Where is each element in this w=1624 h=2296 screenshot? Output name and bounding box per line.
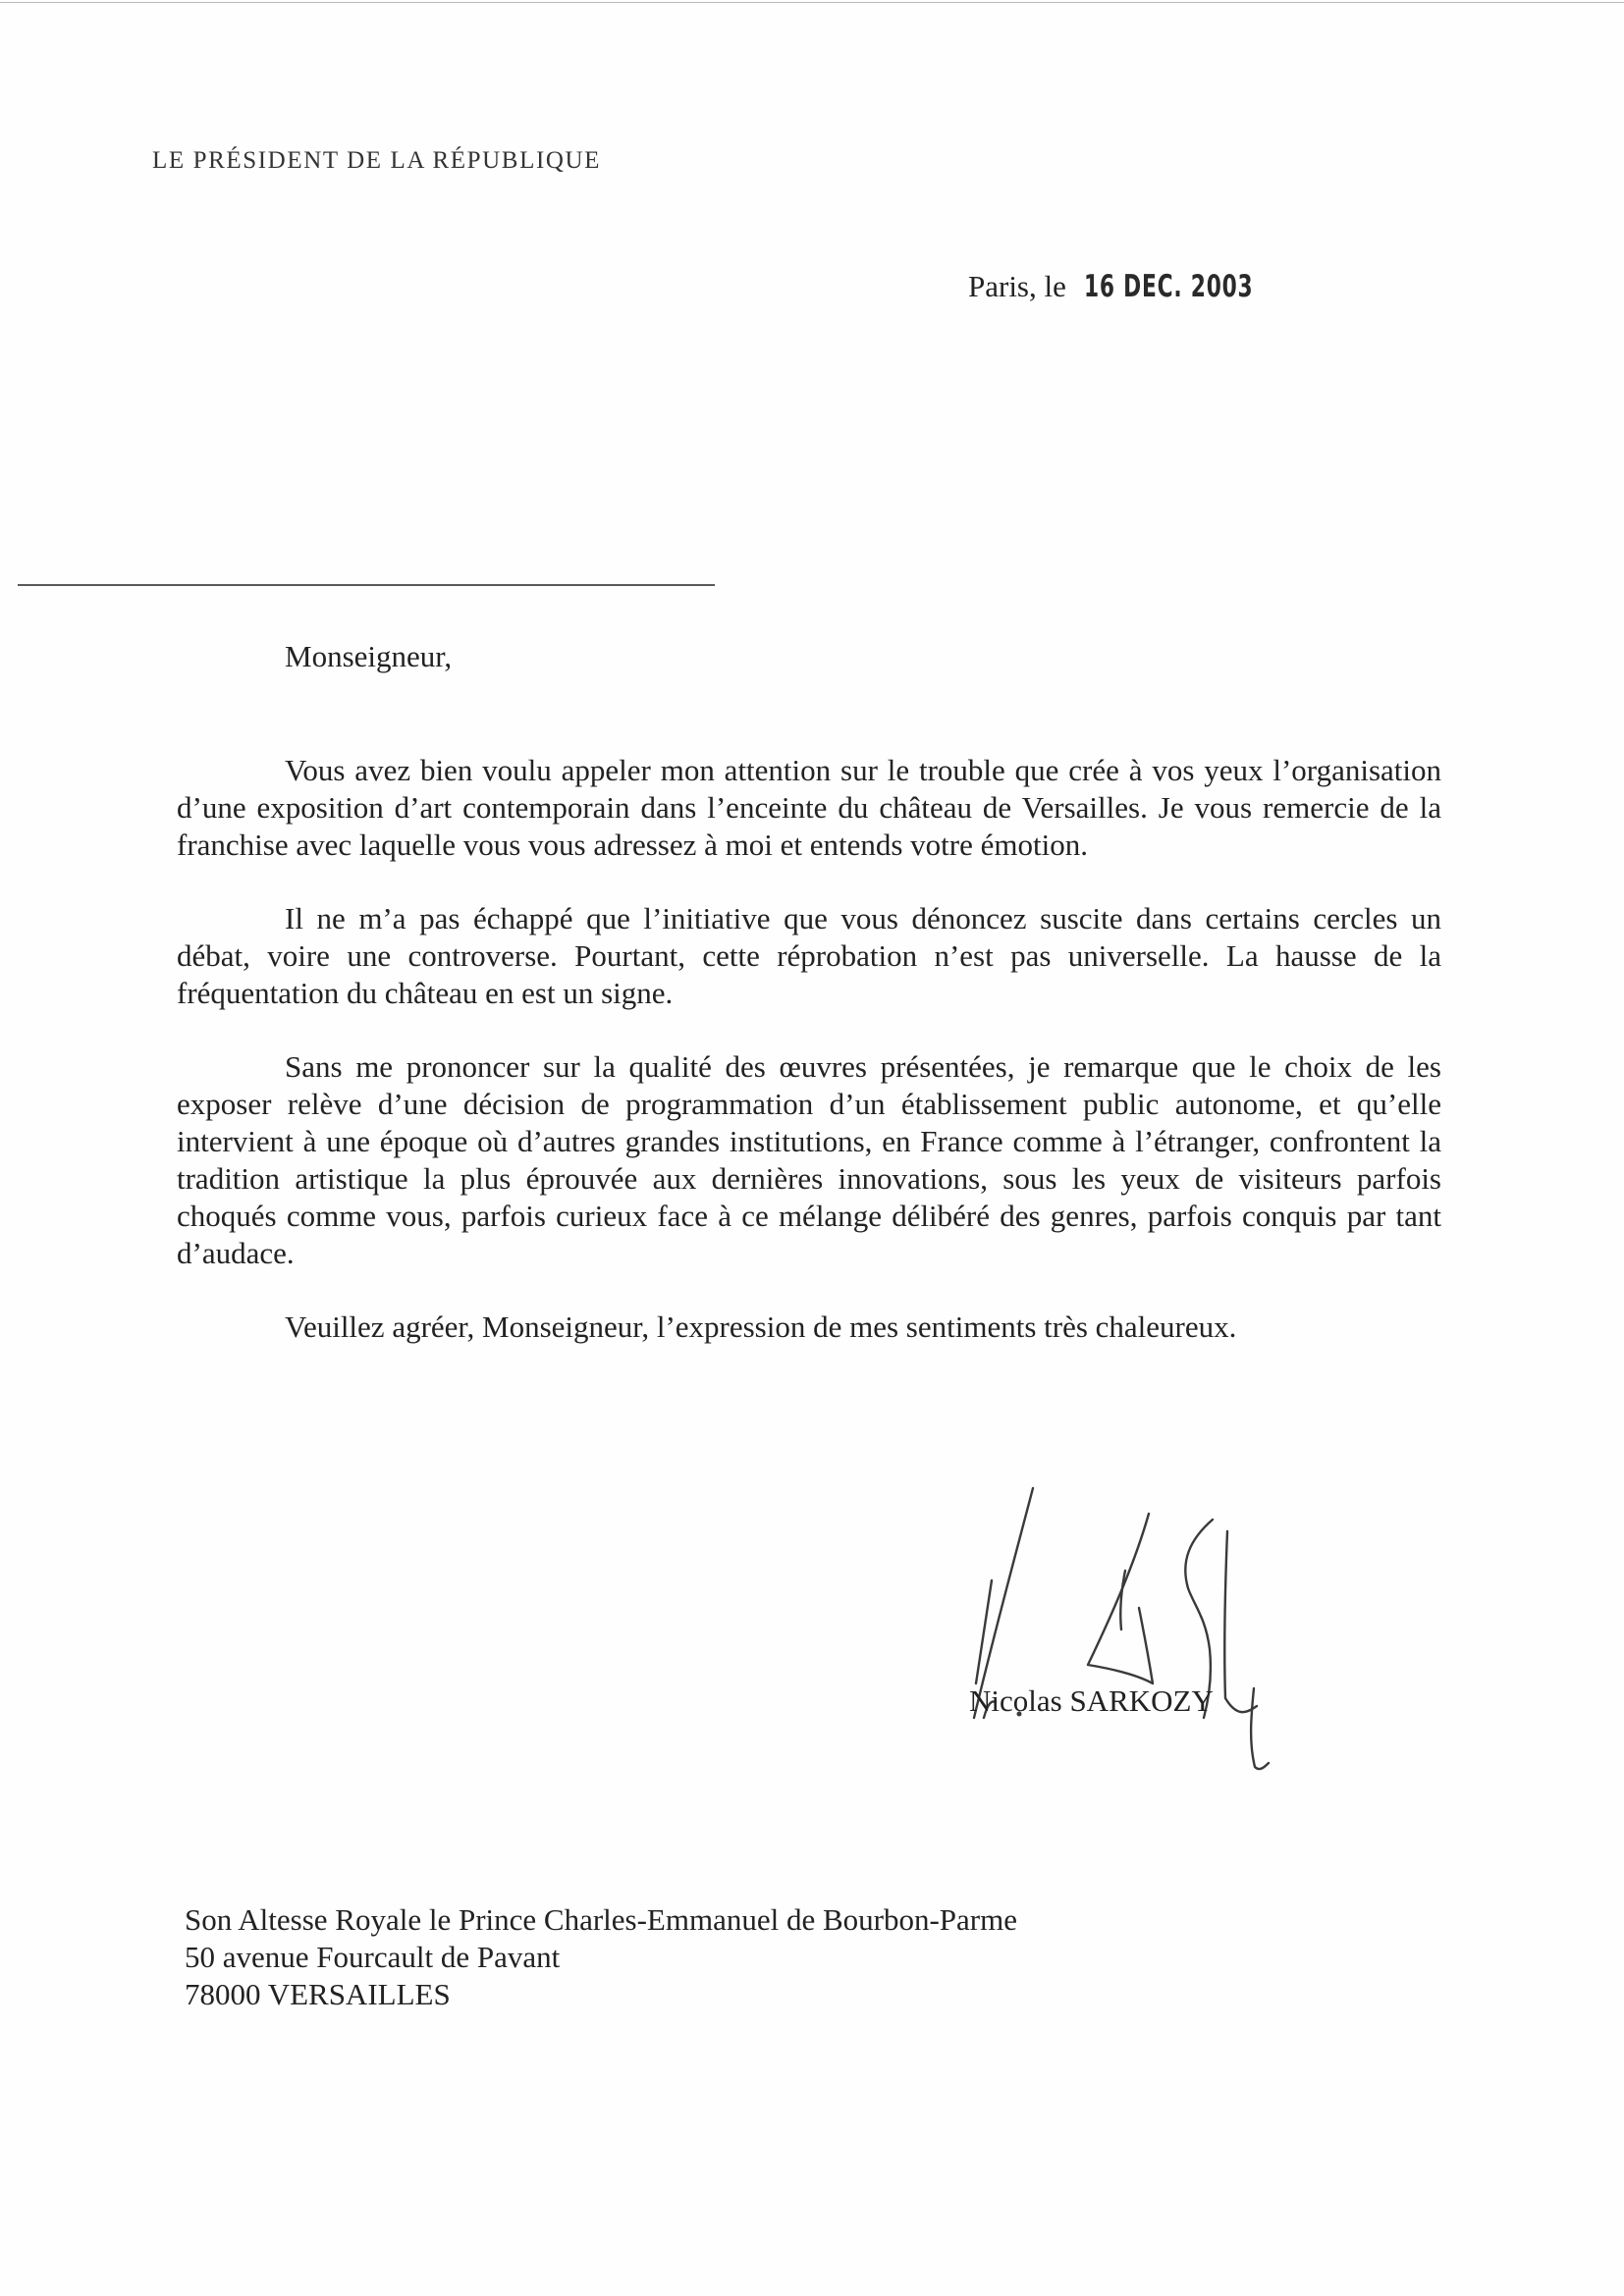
handwritten-signature bbox=[962, 1472, 1296, 1777]
salutation: Monseigneur, bbox=[285, 639, 453, 673]
date-place: Paris, le bbox=[968, 269, 1066, 303]
top-scan-edge bbox=[0, 2, 1624, 3]
recipient-line-2: 50 avenue Fourcault de Pavant bbox=[185, 1940, 561, 1974]
date-line bbox=[968, 269, 1301, 304]
closing-formula: Veuillez agréer, Monseigneur, l’expression de mes sentiments très chaleureux. bbox=[285, 1309, 1237, 1344]
letterhead: LE PRÉSIDENT DE LA RÉPUBLIQUE bbox=[152, 147, 602, 174]
signer-name: Nicolas SARKOZY bbox=[969, 1683, 1214, 1718]
recipient-line-3: 78000 VERSAILLES bbox=[185, 1977, 451, 2011]
recipient-line-1: Son Altesse Royale le Prince Charles-Emmanuel de Bourbon-Parme bbox=[185, 1902, 1018, 1937]
paragraph-1: Vous avez bien voulu appeler mon attention sur le trouble que crée à vos yeux l’organisation d’une exposition d’art contemporain dans l’enceinte du château de Versailles. Je vous remercie de la franchise avec laquelle vous vous adressez à moi et entends votre émotion. bbox=[177, 753, 1441, 862]
recipient-address bbox=[185, 1901, 1017, 2013]
date-stamp: 16 DEC. 2003 bbox=[1083, 269, 1254, 304]
letter-body bbox=[177, 752, 1441, 1382]
separator-line bbox=[18, 584, 715, 586]
paragraph-2: Il ne m’a pas échappé que l’initiative que vous dénoncez suscite dans certains cercles un débat, voire une controverse. Pourtant, cette réprobation n’est pas universelle. La hausse de la fréquentation du château en est un signe. bbox=[177, 901, 1441, 1010]
paragraph-3: Sans me prononcer sur la qualité des œuvres présentées, je remarque que le choix de les exposer relève d’une décision de programmation d’un établissement public autonome, et qu’elle intervient à une époque où d’autres grandes institutions, en France comme à l’étranger, confrontent la tradition artistique la plus éprouvée aux dernières innovations, sous les yeux de visiteurs parfois choqués comme vous, parfois curieux face à ce mélange délibéré des genres, parfois conquis par tant d’audace. bbox=[177, 1049, 1441, 1270]
